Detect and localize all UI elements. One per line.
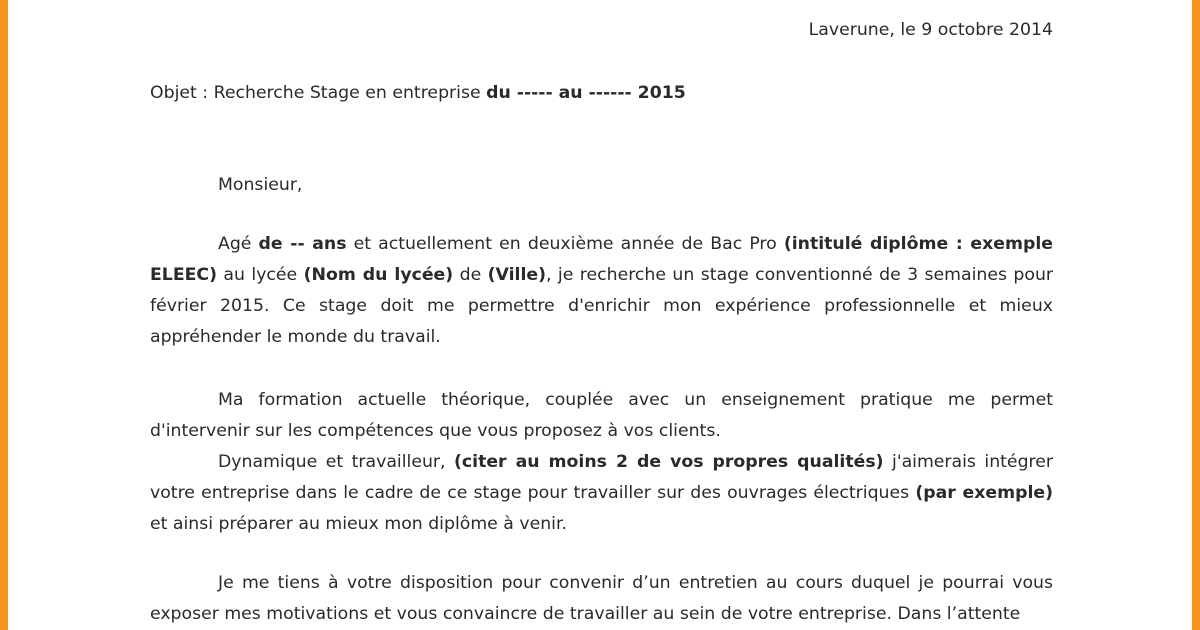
letter-page xyxy=(150,0,1053,630)
p3-qualities: (citer au moins 2 de vos propres qualités) xyxy=(454,452,884,472)
p1-age: de -- ans xyxy=(258,234,347,254)
paragraph-training: Ma formation actuelle théorique, couplée avec un enseignement pratique me permet d'intervenir sur les compétences que vous proposez à vos clients. xyxy=(150,390,1053,441)
p1-school-name: (Nom du lycée) xyxy=(303,265,454,285)
p3-example: (par exemple) xyxy=(915,483,1053,503)
letter-subject xyxy=(150,78,686,109)
paragraph-availability: Je me tiens à votre disposition pour convenir d’un entretien au cours duquel je pourrai vous exposer mes motivations et vous convaincre de travailler au sein de votre entreprise. Dans l’attente xyxy=(150,573,1053,624)
p1-text-3: au lycée xyxy=(217,265,304,285)
frame-border-left xyxy=(0,0,8,630)
frame-border-right xyxy=(1192,0,1200,630)
letter-date: Laverune, le 9 octobre 2014 xyxy=(808,20,1053,40)
p1-diploma: (intitulé diplôme : exemple ELEEC) xyxy=(150,234,1054,285)
p3-text-3: et ainsi préparer au mieux mon diplôme à venir. xyxy=(150,514,567,534)
p1-text-1: Agé xyxy=(218,234,259,254)
p1-text-2: et actuellement en deuxième année de Bac Pro xyxy=(346,234,784,254)
p1-city: (Ville) xyxy=(487,265,546,285)
p3-text-1: Dynamique et travailleur, xyxy=(218,452,454,472)
p1-text-4: de xyxy=(453,265,488,285)
paragraph-qualities xyxy=(150,447,1053,540)
p1-text-5: , je recherche un stage conventionné de 3 semaines pour février 2015. Ce stage doit me permettre d'enrichir mon expérience professionnelle et mieux appréhender le monde du travail. xyxy=(150,265,1053,347)
p3-text-2: j'aimerais intégrer votre entreprise dans le cadre de ce stage pour travailler sur des ouvrages électriques xyxy=(150,452,1053,503)
subject-text: Objet : Recherche Stage en entreprise xyxy=(150,83,487,103)
subject-dates: du ----- au ------ 2015 xyxy=(486,83,686,103)
paragraph-introduction xyxy=(150,229,1053,353)
letter-salutation: Monsieur, xyxy=(218,175,303,195)
